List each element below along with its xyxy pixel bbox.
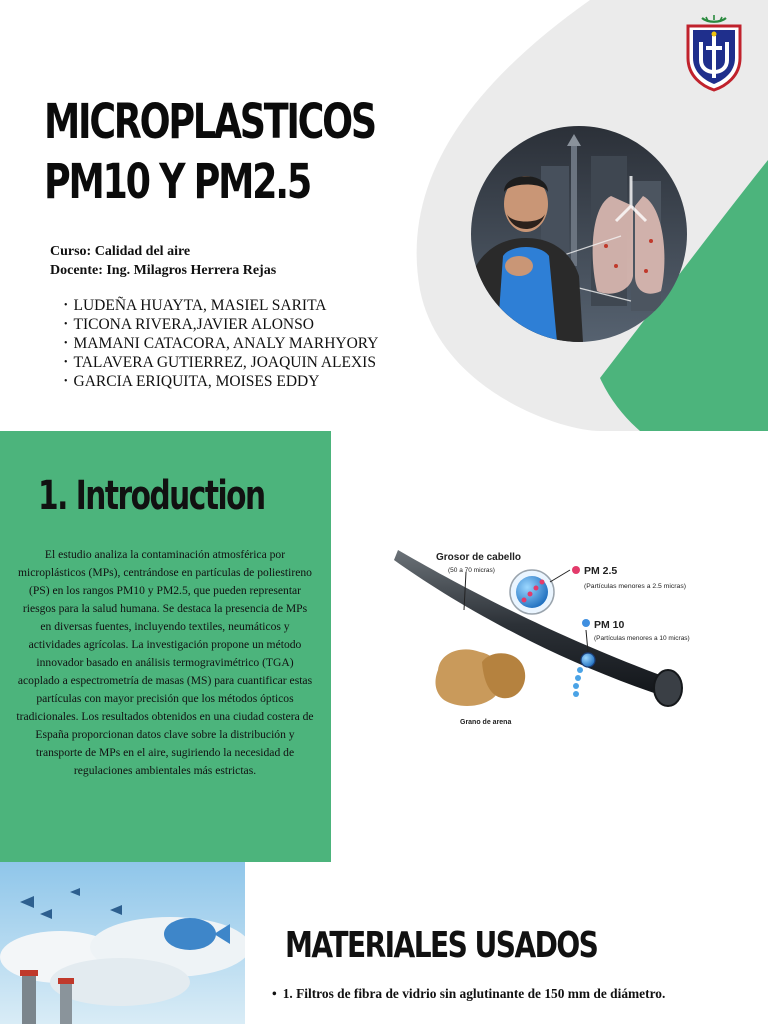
university-shield-logo (684, 14, 744, 92)
member-item: • GARCIA ERIQUITA, MOISES EDDY (64, 372, 378, 391)
pm25-label: PM 2.5 (584, 565, 618, 577)
title-line-1: MICROPLASTICOS (44, 94, 375, 150)
particle-size-diagram (390, 540, 710, 740)
hero-photo-pollution-lungs (471, 126, 687, 342)
course-line: Curso: Calidad del aire (50, 244, 191, 259)
member-item: • LUDEÑA HUAYTA, MASIEL SARITA (64, 296, 378, 315)
introduction-body: El estudio analiza la contaminación atmosférica por microplásticos (MPs), centrándose en partículas de poliestireno (PS) en los rangos PM10 y PM2.5, que pueden representar riesgos para la salud humana. Se destaca la presencia de MPs en diversas fuentes, incluyendo textiles, neumáticos y actividades agrícolas. La investigación propone un método innovador basado en análisis termogravimétrico (TGA) acoplado a espectrometría de masas (MS) para cuantificar estas partículas con mayor precisión que los métodos ópticos tradicionales. Los resultados obtenidos en una ciudad costera de España proporcionan datos clave sobre la distribución y transporte de MPs en el aire, sugiriendo la necesidad de regulaciones ambientales más estrictas. (16, 547, 314, 777)
course-info (50, 242, 276, 280)
materials-heading: MATERIALES USADOS (285, 925, 598, 966)
pm10-label: PM 10 (594, 619, 625, 631)
member-item: • MAMANI CATACORA, ANALY MARHYORY (64, 334, 378, 353)
title-line-2: PM10 Y PM2.5 (44, 154, 310, 210)
sand-label: Grano de arena (460, 719, 512, 726)
introduction-heading: 1. Introduction (38, 473, 265, 519)
member-item: • TALAVERA GUTIERREZ, JOAQUIN ALEXIS (64, 353, 378, 372)
microplastic-climate-illustration (0, 862, 245, 1024)
hair-sublabel: (50 a 70 micras) (448, 567, 495, 574)
teacher-line: Docente: Ing. Milagros Herrera Rejas (50, 263, 277, 278)
team-members-list (64, 296, 378, 391)
hair-label: Grosor de cabello (436, 552, 522, 563)
pm25-sublabel: (Partículas menores a 2.5 micras) (584, 583, 686, 590)
material-item: • 1. Filtros de fibra de vidrio sin aglutinante de 150 mm de diámetro. (272, 986, 665, 1002)
pm10-sublabel: (Partículas menores a 10 micras) (594, 635, 690, 642)
member-item: • TICONA RIVERA,JAVIER ALONSO (64, 315, 378, 334)
materials-list (272, 986, 665, 1002)
presentation-title (44, 92, 375, 212)
